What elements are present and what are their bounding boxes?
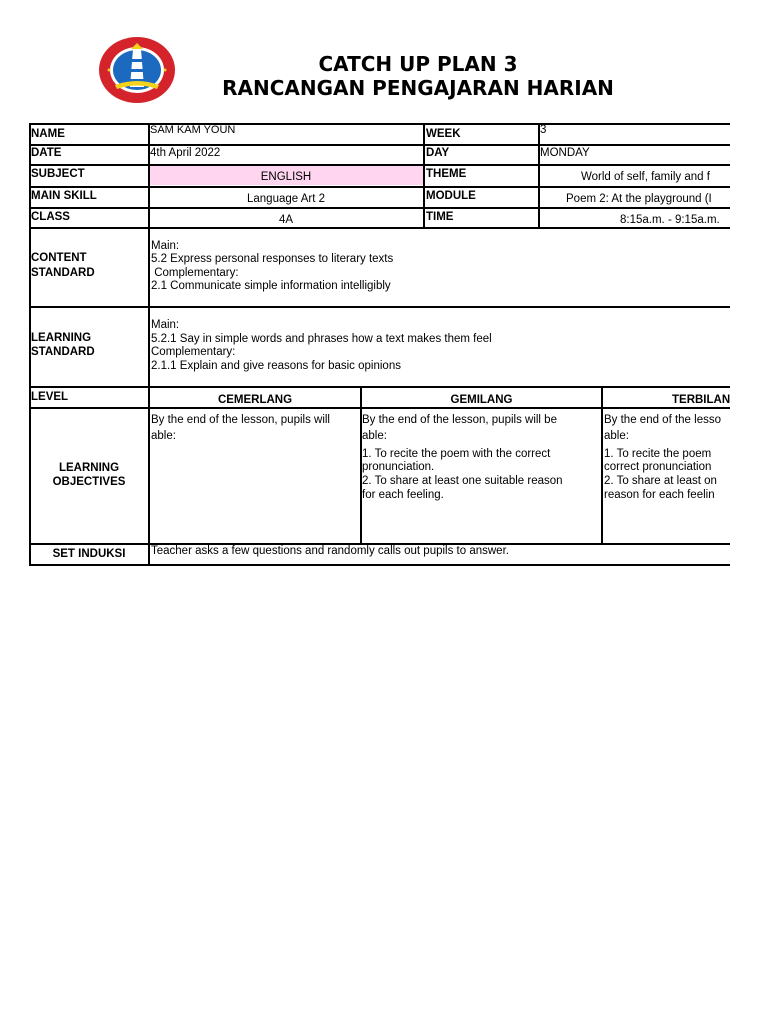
learning-standard-line: Complementary: xyxy=(151,346,236,358)
school-logo xyxy=(97,35,177,105)
learning-standard-label-2: STANDARD xyxy=(31,346,95,358)
content-standard-line: Main: xyxy=(151,240,180,252)
gemilang-objective-line: 2. To share at least one suitable reason xyxy=(362,475,563,487)
set-induksi-label: SET INDUKSI xyxy=(52,548,126,560)
main-skill-label: MAIN SKILL xyxy=(31,190,97,202)
date-value: 4th April 2022 xyxy=(150,147,221,159)
learning-objectives-label-1: LEARNING xyxy=(58,462,120,474)
main-skill-value: Language Art 2 xyxy=(246,193,325,205)
lesson-plan-table xyxy=(29,123,730,568)
terbilang-objective-line: 1. To recite the poem xyxy=(604,448,712,460)
cemerlang-objective-line: able: xyxy=(151,430,176,442)
class-value: 4A xyxy=(278,214,294,226)
module-value: Poem 2: At the playground (I xyxy=(566,193,712,205)
day-label: DAY xyxy=(426,147,450,159)
learning-standard-line: Main: xyxy=(151,319,180,331)
subject-label: SUBJECT xyxy=(31,168,85,180)
date-label: DATE xyxy=(31,147,62,159)
gemilang-objective-line: 1. To recite the poem with the correct xyxy=(362,448,551,460)
cemerlang-objective-line: By the end of the lesson, pupils will xyxy=(151,414,330,426)
level-label: LEVEL xyxy=(31,391,69,403)
content-standard-line: Complementary: xyxy=(151,267,239,279)
gemilang-objective-line: pronunciation. xyxy=(362,461,435,473)
level-terbilang: TERBILAN xyxy=(672,394,730,406)
terbilang-objective-line: 2. To share at least on xyxy=(604,475,717,487)
plan-subtitle: RANCANGAN PENGAJARAN HARIAN xyxy=(222,76,614,100)
name-label: NAME xyxy=(31,128,65,140)
theme-value: World of self, family and f xyxy=(581,171,710,183)
week-value: 3 xyxy=(540,124,547,136)
content-standard-label-2: STANDARD xyxy=(31,267,95,279)
level-cemerlang: CEMERLANG xyxy=(217,394,293,406)
gemilang-objective-line: for each feeling. xyxy=(362,489,444,501)
time-label: TIME xyxy=(426,211,454,223)
plan-title: CATCH UP PLAN 3 xyxy=(318,52,518,76)
time-value: 8:15a.m. - 9:15a.m. xyxy=(620,214,720,226)
terbilang-objective-line: able: xyxy=(604,430,629,442)
theme-label: THEME xyxy=(426,168,467,180)
terbilang-objective-line: reason for each feelin xyxy=(604,489,715,501)
name-value: SAM KAM YOUN xyxy=(150,124,236,136)
week-label: WEEK xyxy=(426,128,461,140)
gemilang-objective-line: By the end of the lesson, pupils will be xyxy=(362,414,557,426)
content-standard-line: 2.1 Communicate simple information intelligibly xyxy=(151,280,391,292)
terbilang-objective-line: By the end of the lesso xyxy=(604,414,721,426)
learning-standard-label-1: LEARNING xyxy=(31,332,92,344)
content-standard-line: 5.2 Express personal responses to literary texts xyxy=(151,253,394,265)
module-label: MODULE xyxy=(426,190,476,202)
class-label: CLASS xyxy=(31,211,70,223)
subject-value: ENGLISH xyxy=(260,171,312,183)
level-gemilang: GEMILANG xyxy=(450,394,513,406)
content-standard-label-1: CONTENT xyxy=(31,252,87,264)
gemilang-objective-line: able: xyxy=(362,430,387,442)
day-value: MONDAY xyxy=(540,147,590,159)
learning-standard-line: 2.1.1 Explain and give reasons for basic opinions xyxy=(151,360,401,372)
learning-objectives-label-2: OBJECTIVES xyxy=(52,476,126,488)
learning-standard-line: 5.2.1 Say in simple words and phrases how a text makes them feel xyxy=(151,333,492,345)
set-induksi-text: Teacher asks a few questions and randomly calls out pupils to answer. xyxy=(151,545,509,557)
terbilang-objective-line: correct pronunciation xyxy=(604,461,712,473)
